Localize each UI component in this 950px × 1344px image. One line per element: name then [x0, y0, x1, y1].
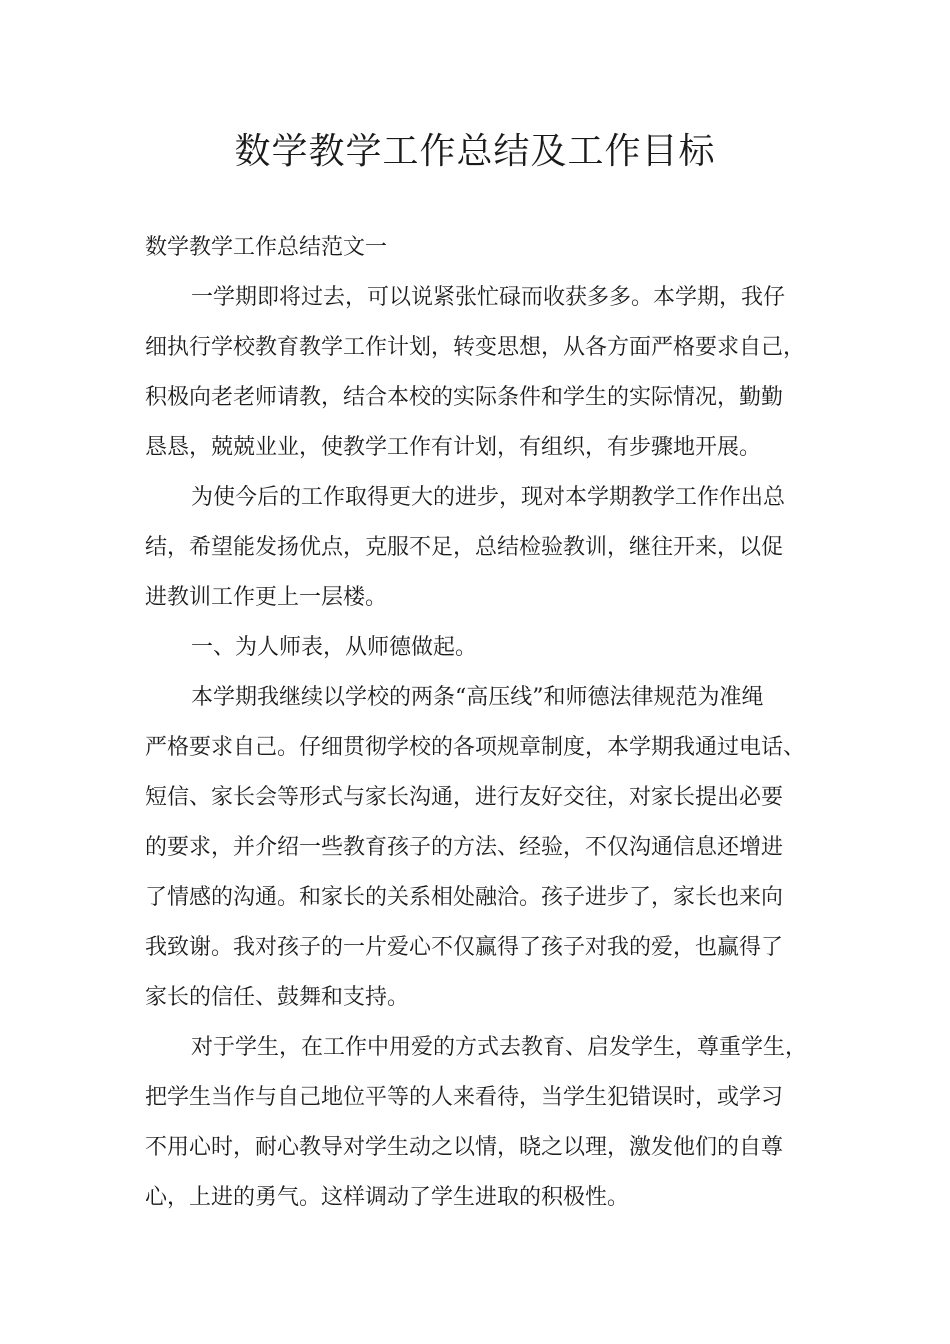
text-line: 把学生当作与自己地位平等的人来看待，当学生犯错误时，或学习 [145, 1085, 784, 1110]
text-line: 积极向老老师请教，结合本校的实际条件和学生的实际情况，勤勤 [145, 385, 784, 410]
document-body [145, 230, 825, 1230]
text-line: 对于学生，在工作中用爱的方式去教育、启发学生，尊重学生， [191, 1035, 808, 1060]
text-line: 恳恳，兢兢业业，使教学工作有计划，有组织，有步骤地开展。 [145, 435, 762, 460]
document-title: 数学教学工作总结及工作目标 [234, 131, 716, 172]
section-heading: 一、为人师表，从师德做起。 [191, 635, 478, 660]
text-line: 结，希望能发扬优点，克服不足，总结检验教训，继往开来，以促 [145, 535, 784, 560]
text-line: 细执行学校教育教学工作计划，转变思想，从各方面严格要求自己， [145, 335, 806, 360]
text-line: 心，上进的勇气。这样调动了学生进取的积极性。 [145, 1185, 630, 1210]
text-line: 为使今后的工作取得更大的进步，现对本学期教学工作作出总 [191, 485, 786, 510]
text-line: 的要求，并介绍一些教育孩子的方法、经验，不仅沟通信息还增进 [145, 835, 784, 860]
text-line: 一学期即将过去，可以说紧张忙碌而收获多多。本学期，我仔 [191, 285, 786, 310]
text-line: 不用心时，耐心教导对学生动之以情，晓之以理，激发他们的自尊 [145, 1135, 784, 1160]
text-line: 数学教学工作总结范文一 [145, 235, 388, 260]
text-line: 进教训工作更上一层楼。 [145, 585, 388, 610]
text-line: 严格要求自己。仔细贯彻学校的各项规章制度，本学期我通过电话、 [145, 735, 806, 760]
text-line: 家长的信任、鼓舞和支持。 [145, 985, 410, 1010]
text-line: 我致谢。我对孩子的一片爱心不仅赢得了孩子对我的爱，也赢得了 [145, 935, 784, 960]
text-line: 短信、家长会等形式与家长沟通，进行友好交往，对家长提出必要 [145, 785, 784, 810]
text-line: 了情感的沟通。和家长的关系相处融洽。孩子进步了，家长也来向 [145, 885, 784, 910]
text-line: 本学期我继续以学校的两条“高压线”和师德法律规范为准绳 [191, 685, 764, 710]
